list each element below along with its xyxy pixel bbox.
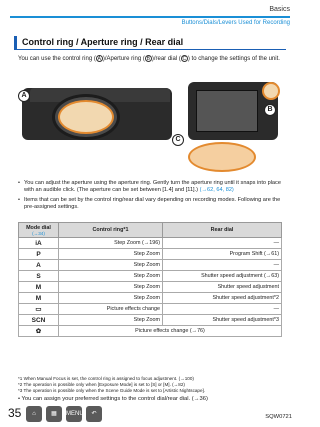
document-code: SQW0721 bbox=[265, 414, 292, 420]
mode-cell: iA bbox=[19, 238, 59, 249]
intro-mid1: )/Aperture ring ( bbox=[102, 56, 145, 63]
table-row bbox=[19, 238, 282, 249]
mode-cell: A bbox=[19, 260, 59, 271]
rear-cell: — bbox=[163, 260, 282, 271]
page-number: 35 bbox=[8, 406, 22, 420]
mode-cell: S bbox=[19, 271, 59, 282]
control-cell: Step Zoom bbox=[59, 249, 163, 260]
section-title: Control ring / Aperture ring / Rear dial bbox=[22, 37, 184, 47]
table-row bbox=[19, 304, 282, 315]
rear-dial-illustration bbox=[188, 142, 256, 172]
mode-cell: M bbox=[19, 282, 59, 293]
control-cell: Step Zoom bbox=[59, 282, 163, 293]
rear-cell: Program Shift (→61) bbox=[163, 249, 282, 260]
rear-cell: — bbox=[163, 238, 282, 249]
control-cell: Step Zoom bbox=[59, 260, 163, 271]
bullet-list bbox=[18, 180, 286, 214]
header-control-ring: Control ring*1 bbox=[59, 223, 163, 238]
control-cell: Step Zoom (→196) bbox=[59, 238, 163, 249]
footnote: *3 The operation is possible only when the Scene Guide Mode is set to [Artistic Nightscape]. bbox=[18, 387, 206, 393]
header-divider bbox=[10, 16, 290, 18]
ring-c-badge: C bbox=[182, 56, 187, 62]
rear-cell: — bbox=[163, 304, 282, 315]
menu-button[interactable]: MENU bbox=[66, 406, 82, 422]
table-row bbox=[19, 249, 282, 260]
rear-cell: Shutter speed adjustment (→63) bbox=[163, 271, 282, 282]
control-cell: Step Zoom bbox=[59, 315, 163, 326]
camera-front-body bbox=[22, 88, 172, 140]
rear-cell: Shutter speed adjustment bbox=[163, 282, 282, 293]
intro-post: ) to change the settings of the unit. bbox=[187, 56, 280, 63]
camera-figure bbox=[16, 78, 284, 174]
footnote: *2 The operation is possible only when [Exposure Mode] is set to [S] or [M]. (→82) bbox=[18, 381, 185, 387]
control-cell: Step Zoom bbox=[59, 293, 163, 304]
back-icon[interactable]: ↶ bbox=[86, 406, 102, 422]
control-cell: Step Zoom bbox=[59, 271, 163, 282]
ring-a-badge: A bbox=[97, 56, 101, 62]
bullet-link[interactable]: (→62, 64, 82) bbox=[199, 187, 234, 194]
table-row bbox=[19, 271, 282, 282]
home-icon[interactable]: ⌂ bbox=[26, 406, 42, 422]
mode-cell: ✿ bbox=[19, 326, 59, 337]
intro-pre: You can use the control ring ( bbox=[18, 56, 96, 63]
settings-table bbox=[18, 222, 282, 337]
intro-text bbox=[18, 55, 284, 63]
bullet-item bbox=[18, 197, 286, 212]
figure-label-b: B bbox=[264, 104, 276, 116]
header-rear-dial: Rear dial bbox=[163, 223, 282, 238]
contents-grid-icon[interactable]: ▦ bbox=[46, 406, 62, 422]
bullet-text: Items that can be set by the control ring/rear dial vary depending on recording modes. Following are the pre-assigned settings. bbox=[24, 196, 281, 211]
figure-label-c: C bbox=[172, 134, 184, 146]
rear-cell: Shutter speed adjustment*3 bbox=[163, 315, 282, 326]
bullet-text: You can adjust the aperture using the aperture ring. Gently turn the aperture ring until it snaps into place with an audible click. (The aperture can be set between [1.4] and [11].) bbox=[24, 180, 281, 194]
aperture-ring-illustration bbox=[262, 82, 280, 100]
table-row bbox=[19, 260, 282, 271]
footnotes bbox=[18, 376, 286, 393]
mode-cell: ▭ bbox=[19, 304, 59, 315]
ring-b-badge: B bbox=[146, 56, 151, 62]
footnote: *1 When Manual Focus is set, the control ring is assigned to focus adjustment. (→100) bbox=[18, 376, 194, 381]
mode-cell: SCN bbox=[19, 315, 59, 326]
header-mode-dial bbox=[19, 223, 59, 238]
bullet-item bbox=[18, 180, 286, 195]
mode-cell: M bbox=[19, 293, 59, 304]
figure-label-a: A bbox=[18, 90, 30, 102]
rear-cell: Shutter speed adjustment*2 bbox=[163, 293, 282, 304]
header-subsection-label: Buttons/Dials/Levers Used for Recording bbox=[181, 20, 290, 26]
table-row bbox=[19, 326, 282, 337]
section-title-bar bbox=[14, 36, 286, 50]
header-mode-label: Mode dial bbox=[26, 224, 51, 231]
control-ring-illustration bbox=[58, 100, 114, 134]
footer-nav bbox=[26, 406, 102, 422]
header-mode-link[interactable]: (→34) bbox=[32, 230, 45, 236]
mode-cell: P bbox=[19, 249, 59, 260]
control-cell: Picture effects change bbox=[59, 304, 163, 315]
table-row bbox=[19, 293, 282, 304]
header-section-label: Basics bbox=[269, 6, 290, 13]
table-row bbox=[19, 315, 282, 326]
table-row bbox=[19, 282, 282, 293]
intro-mid2: )/rear dial ( bbox=[151, 56, 181, 63]
final-bullet: • You can assign your preferred settings to the control dial/rear dial. (→36) bbox=[18, 396, 286, 402]
camera-screen bbox=[196, 90, 258, 132]
control-cell: Picture effects change (→76) bbox=[59, 326, 282, 337]
